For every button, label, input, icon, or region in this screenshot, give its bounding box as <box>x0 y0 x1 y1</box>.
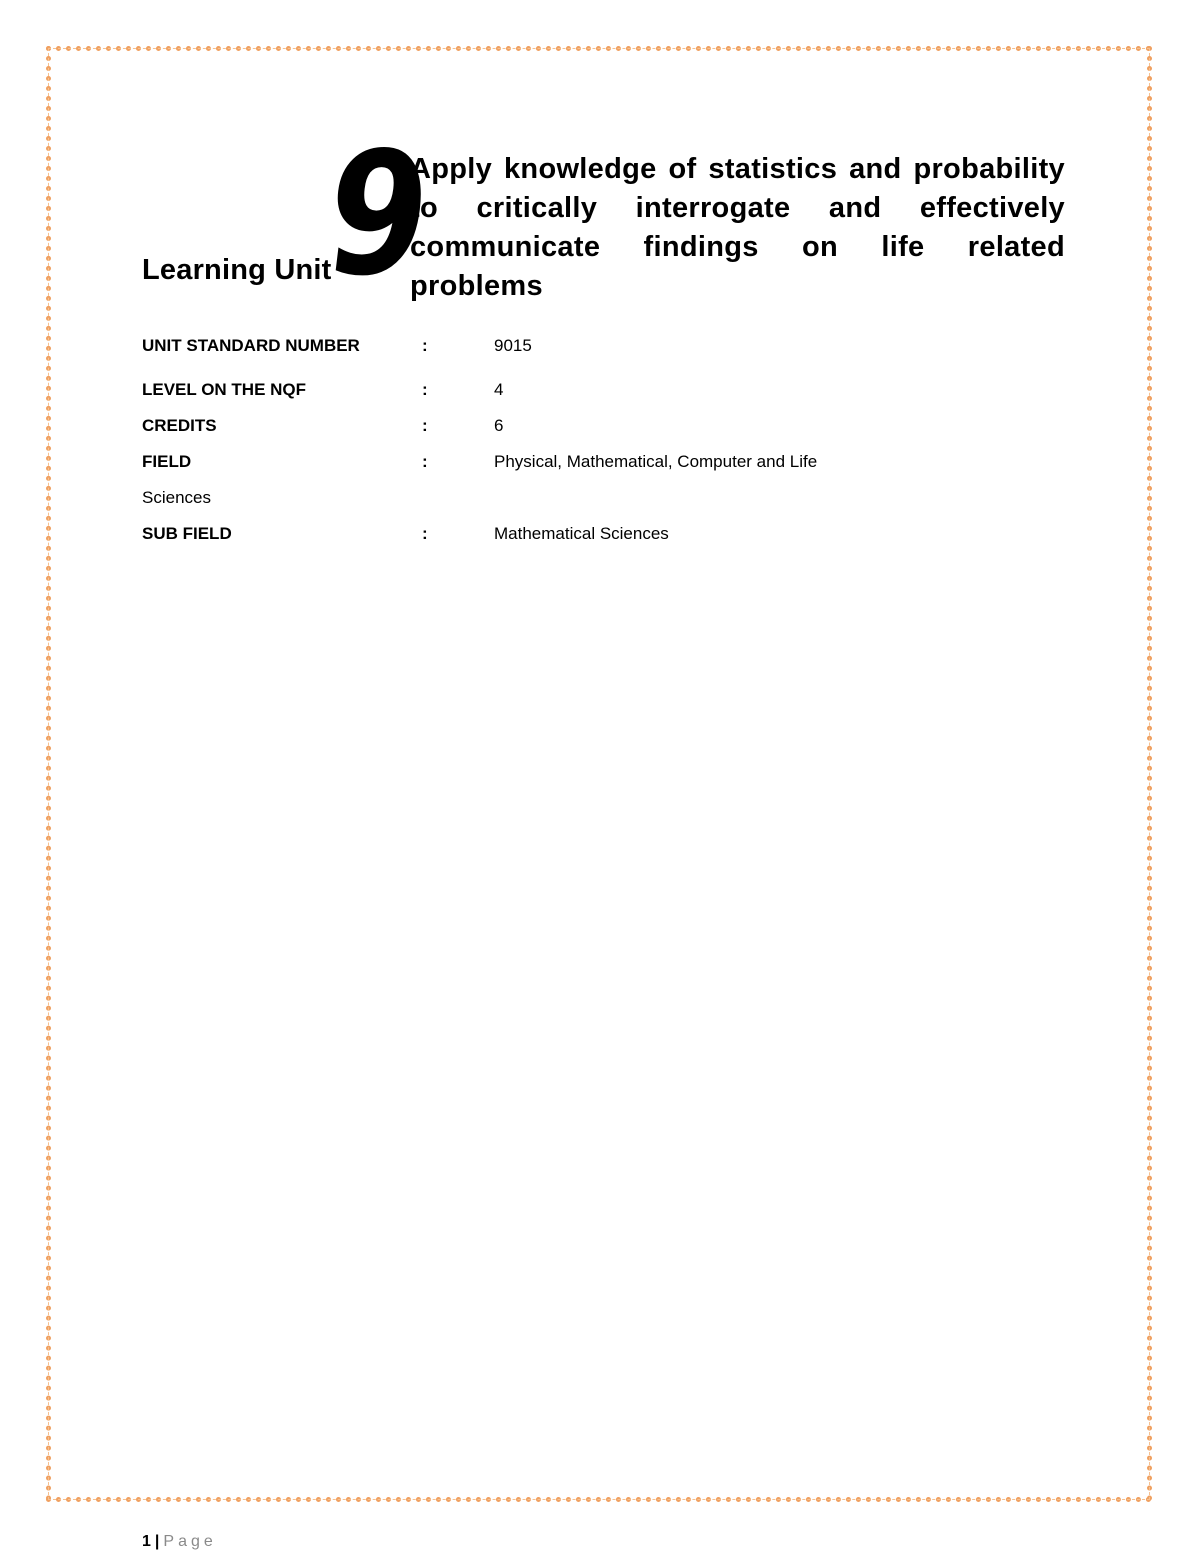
meta-label: CREDITS <box>142 416 217 435</box>
meta-label: SUB FIELD <box>142 524 232 543</box>
page-footer <box>142 1532 217 1552</box>
page-separator: | <box>154 1533 160 1550</box>
meta-value: Physical, Mathematical, Computer and Life <box>494 452 818 471</box>
learning-unit-label: Learning Unit <box>142 254 332 286</box>
meta-value: 4 <box>494 380 504 399</box>
meta-label: LEVEL ON THE NQF <box>142 380 307 399</box>
page-word: Page <box>163 1533 217 1550</box>
meta-label: UNIT STANDARD NUMBER <box>142 336 360 355</box>
meta-colon: : <box>422 380 428 399</box>
meta-value: Mathematical Sciences <box>494 524 669 543</box>
meta-field-continuation: Sciences <box>142 488 211 507</box>
learning-unit-title: Apply knowledge of statistics and probability to critically interrogate and effectively communicate findings on life related problems <box>410 153 1065 302</box>
meta-label: FIELD <box>142 452 192 471</box>
meta-colon: : <box>422 524 428 543</box>
meta-colon: : <box>422 336 428 355</box>
meta-colon: : <box>422 452 428 471</box>
learning-unit-number: 9 <box>316 116 441 314</box>
meta-value: 6 <box>494 416 504 435</box>
meta-colon: : <box>422 416 428 435</box>
meta-value: 9015 <box>494 336 532 355</box>
page-number: 1 <box>142 1533 151 1550</box>
